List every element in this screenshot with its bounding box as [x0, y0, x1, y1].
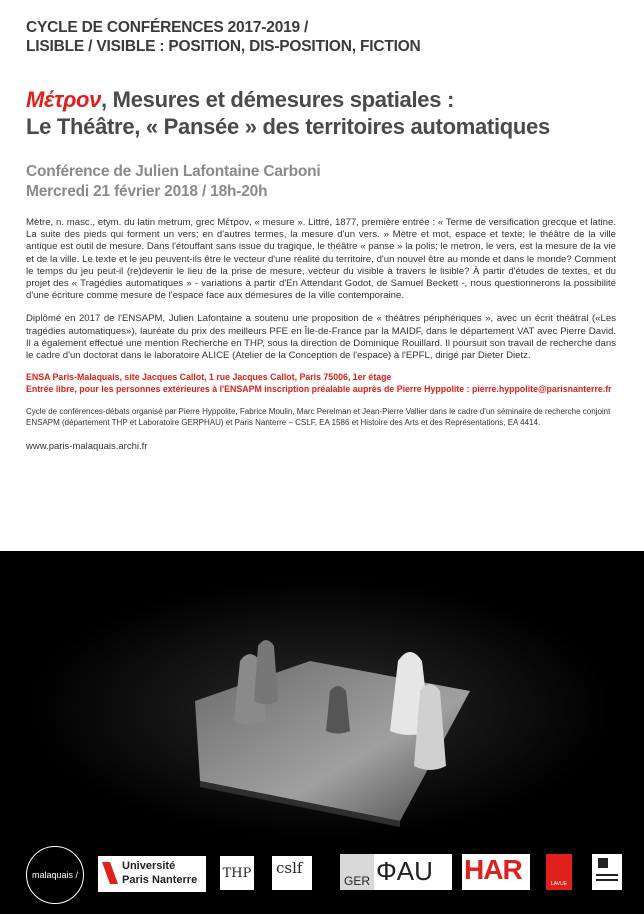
conference-title: [26, 86, 616, 140]
title-line-2: Le Théâtre, « Pansée » des territoires automatiques: [26, 114, 550, 139]
website-link[interactable]: www.paris-malaquais.archi.fr: [26, 441, 148, 453]
abstract-paragraph: Mètre, n. masc., etym. du latin metrum, grec Μέτρον, « mesure ». Littré, 1877, première entrée : « Terme de versification grecque et latine. La suite des pieds qui forment un vers; en d'autres termes, la mesure d'un vers. » Mètre et mot, espace et texte; le théâtre de la ville antique est outil de mesure. Dans l'étouffant sans issue du tragique, le théâtre « panse » la polis; le metron, le vers, est la mesure de la vie et de la ville. Le texte et le jeu peuvent-ils être le vecteur d'une réalité du territoire, d'un nouvel être au monde et dans le monde? Comment le temps du jeu peut-il (re)devenir le lieu de la prise de mesure, vecteur du visible à travers le lisible? À partir d'études de textes, et du projet des « Tragédies automatiques » - variations à partir d'En Attendant Godot, de Samuel Beckett -, nous questionnerons la possibilité d'une écriture comme mesure de l'espace face aux démesures de la ville contemporaine.: [26, 217, 616, 302]
partner-logo: [592, 854, 622, 890]
speaker-line: Conférence de Julien Lafontaine Carboni: [26, 163, 321, 180]
cycle-line-1: CYCLE DE CONFÉRENCES 2017-2019 /: [26, 19, 309, 36]
registration-line: Entrée libre, pour les personnes extérieures à l'ENSAPM inscription préalable auprès de Pierre Hyppolite : pierre.hyppolite@parisnanterre.fr: [26, 383, 612, 394]
cycle-line-2: LISIBLE / VISIBLE : POSITION, DIS-POSITION, FICTION: [26, 38, 421, 55]
nanterre-mark-icon: [102, 862, 118, 884]
stage-model-image: [0, 551, 644, 838]
organizers-credits: Cycle de conférences-débats organisé par Pierre Hyppolite, Fabrice Moulin, Marc Perelman et Jean-Pierre Vallier dans le cadre d'un séminaire de recherche conjoint ENSAPM (département THP et Laboratoire GERPHAU) et Paris Nanterre – CSLF, EA 1586 et Histoire des Arts et des Représentations, EA 4414.: [26, 407, 611, 427]
title-greek-word: Μέτρον: [26, 87, 102, 112]
conference-info: [26, 162, 616, 201]
malaquais-logo: malaquais /: [26, 846, 84, 904]
venue-info: [26, 372, 616, 395]
cycle-heading: [26, 18, 616, 56]
nanterre-logo: Université Paris Nanterre: [98, 856, 206, 892]
partner-logos: [0, 838, 644, 914]
date-line: Mercredi 21 février 2018 / 18h-20h: [26, 182, 268, 200]
address-line: ENSA Paris-Malaquais, site Jacques Callot, 1 rue Jacques Callot, Paris 75006, 1er étage: [26, 372, 392, 383]
cslf-logo: cslf: [272, 856, 312, 890]
gerphau-logo: GER ΦAU: [340, 854, 452, 890]
lavue-logo: LAVUE: [546, 854, 572, 890]
title-line-1: , Mesures et démesures spatiales :: [101, 87, 455, 112]
poster-text: [26, 18, 616, 452]
thp-logo: THP: [220, 856, 254, 890]
har-logo: HAR: [462, 854, 530, 890]
bio-paragraph: Diplômé en 2017 de l'ENSAPM, Julien Lafontaine a soutenu une proposition de « théâtres périphériques », avec un écrit théâtral («Les tragédies automatiques»), lauréate du prix des meilleurs PFE en Île-de-France par la MAIDF, dans le département VAT avec Pierre David. Il a également effectué une mention Recherche en THP, sous la direction de Dominique Rouillard. Il poursuit son travail de recherche dans le cadre d'un doctorat dans le laboratoire ALICE (Atelier de la Conception de l'espace) à l'EPFL, dirigé par Dieter Dietz.: [26, 313, 616, 362]
